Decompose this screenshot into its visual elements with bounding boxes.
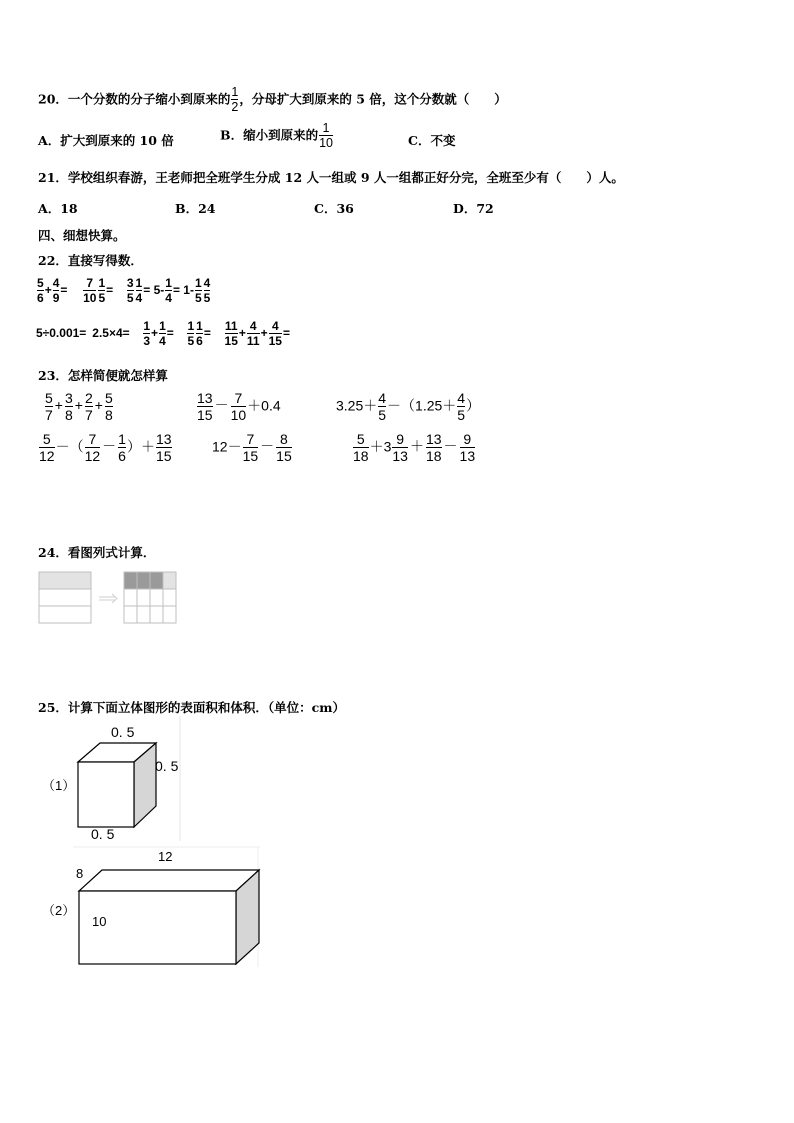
num: 9: [463, 431, 472, 447]
q23-expr-1: $\frac{5}{7}$ + $\frac{3}{8}$ + $\frac{2}{7}$ + $\frac{5}{8}$: [45, 390, 113, 423]
frac: [197, 391, 213, 422]
den: 18: [353, 447, 369, 464]
q20-option-b: [220, 122, 334, 150]
den: 5: [98, 290, 106, 305]
eq: =: [203, 325, 211, 340]
q22-row2: [36, 320, 290, 347]
q23-expr-6: $\frac{5}{18}$ ＋3 $\frac{9}{13}$ ＋ $\frac{13}{18}$ － $\frac{9}{13}$: [353, 431, 476, 464]
den: 7: [45, 406, 53, 423]
frac: [187, 320, 194, 347]
eq: =: [143, 282, 151, 297]
cube-top-label: 0. 5: [111, 724, 135, 740]
frac: [85, 432, 101, 463]
frac: [98, 277, 105, 304]
open: －（: [55, 438, 84, 455]
den: 15: [155, 447, 172, 464]
q24-title: 24．看图列式计算．: [38, 545, 156, 560]
num: 7: [246, 431, 255, 447]
frac: [105, 391, 113, 422]
cube-front-face: [78, 762, 134, 827]
num: 4: [203, 276, 211, 290]
frac: [39, 432, 55, 463]
den: 5: [378, 406, 387, 423]
num: 8: [280, 431, 288, 447]
frac: [269, 320, 282, 347]
frac: [53, 277, 60, 304]
den: 3: [143, 333, 151, 348]
pre: 5-: [153, 282, 165, 297]
den: 5: [187, 333, 195, 348]
q20-text-b: ，分母扩大到原来的 5 倍，这个分数就（ ）: [239, 91, 507, 107]
num: 4: [378, 390, 387, 406]
q21-option-b: B．24: [175, 201, 216, 216]
den: 4: [135, 290, 143, 305]
frac: [231, 391, 247, 422]
den: 5: [194, 290, 202, 305]
q20-number: 20．: [38, 91, 68, 107]
q20-fraction: [231, 86, 238, 114]
num: 5: [104, 390, 113, 406]
frac: [127, 277, 134, 304]
q24-left-shaded-row: [39, 572, 91, 589]
num: 13: [197, 390, 213, 406]
frac: [243, 432, 259, 463]
den: 15: [276, 447, 292, 464]
op: +: [260, 325, 268, 340]
pre: 3.25＋: [336, 397, 378, 414]
op: +: [238, 325, 246, 340]
den: 6: [118, 447, 126, 464]
close: ）＋: [126, 438, 155, 455]
den: 13: [392, 447, 408, 464]
num: 3: [126, 276, 134, 290]
q20-option-b-fraction: [319, 122, 333, 150]
num: 4: [271, 319, 279, 333]
den: 15: [242, 447, 259, 464]
frac: [378, 391, 386, 422]
q24-right-shaded-cells: [124, 572, 163, 589]
den: 12: [39, 447, 55, 464]
fig2-label: （2）: [42, 903, 76, 918]
arrow-right-icon: [99, 594, 117, 603]
frac: [460, 432, 476, 463]
q23-expr-4: $\frac{5}{12}$ －（ $\frac{7}{12}$ － $\frac{1}{6}$ ）＋ $\frac{13}{15}$: [39, 431, 172, 464]
den: 15: [224, 333, 238, 348]
q21-number: 21．: [38, 170, 68, 185]
frac: [136, 277, 143, 304]
q23-expr-3: [336, 391, 480, 422]
den: 15: [197, 406, 213, 423]
num: 1: [98, 276, 106, 290]
num: 4: [52, 276, 60, 290]
frac: [247, 320, 260, 347]
section-heading: 四、细想快算。: [38, 228, 126, 243]
frac: [143, 320, 150, 347]
eq: =: [282, 325, 290, 340]
num: 7: [88, 431, 97, 447]
q21-option-a: A．18: [38, 201, 78, 216]
q23-expr-5: 12－ $\frac{7}{15}$ － $\frac{8}{15}$: [212, 431, 292, 464]
num: 1: [143, 319, 151, 333]
den: 5: [203, 290, 211, 305]
op: +: [151, 325, 159, 340]
q23-expr-2: $\frac{13}{15}$ － $\frac{7}{10}$ ＋0.4: [197, 390, 281, 423]
eq: =: [172, 282, 180, 297]
num: 4: [249, 319, 257, 333]
frac: [83, 277, 96, 304]
num: 2: [84, 390, 93, 406]
num: 7: [234, 390, 243, 406]
den: 12: [84, 447, 101, 464]
frac: [353, 432, 369, 463]
q21-option-d: D．72: [453, 201, 494, 216]
frac: [457, 391, 465, 422]
frac: [85, 391, 93, 422]
q21-text: 学校组织春游，王老师把全班学生分成 12 人一组或 9 人一组都正好分完，全班至少有（ ）人。: [67, 170, 624, 185]
den: 8: [104, 406, 113, 423]
num: 5: [42, 431, 51, 447]
num: 13: [425, 431, 442, 447]
q22-title: 22．直接写得数．: [38, 253, 143, 268]
frac: [204, 277, 211, 304]
frac: [392, 432, 408, 463]
num: 1: [194, 276, 202, 290]
num: 4: [457, 390, 466, 406]
q22-row1: [36, 277, 211, 304]
eq: =: [60, 282, 68, 297]
den: 10: [230, 406, 247, 423]
op: +: [44, 282, 52, 297]
den: 5: [126, 290, 134, 305]
cube-bottom-label: 0. 5: [91, 826, 115, 842]
question-20: [38, 86, 507, 114]
pre: 12－: [212, 438, 242, 455]
num: 1: [165, 276, 172, 290]
frac: [65, 391, 73, 422]
frac-den: 10: [319, 136, 333, 151]
q20-text-a: 一个分数的分子缩小到原来的: [67, 91, 231, 107]
frac: [45, 391, 53, 422]
frac: [165, 277, 172, 304]
end: ）: [466, 397, 481, 414]
frac-num: 1: [231, 85, 239, 99]
den: 8: [64, 406, 73, 423]
cube-right-label: 0. 5: [155, 758, 179, 774]
num: 5: [356, 431, 365, 447]
num: 5: [37, 276, 44, 290]
num: 1: [196, 319, 203, 333]
den: 5: [457, 406, 466, 423]
den: 9: [52, 290, 60, 305]
frac: [195, 277, 202, 304]
den: 4: [159, 333, 166, 348]
num: 5: [45, 390, 53, 406]
cuboid-front-label: 10: [92, 914, 107, 929]
num: 13: [155, 431, 172, 447]
frac: [37, 277, 44, 304]
frac: [118, 432, 126, 463]
num: 1: [187, 319, 195, 333]
q20-option-a: A．扩大到原来的 10 倍: [38, 133, 174, 148]
num: 11: [224, 319, 238, 333]
num: 1: [159, 319, 166, 333]
num: 1: [135, 276, 143, 290]
frac: [225, 320, 238, 347]
q21-option-c: C．36: [314, 201, 354, 216]
q20-option-c: C．不变: [408, 133, 456, 148]
cuboid-left-label: 8: [76, 866, 84, 881]
calc-text: 5÷0.001=: [36, 325, 87, 340]
cuboid-top-face: [79, 870, 259, 891]
question-21: [38, 168, 624, 186]
frac: [426, 432, 442, 463]
num: 7: [86, 276, 94, 290]
q24-right-light-cell: [163, 572, 176, 589]
q24-figure: [38, 571, 178, 625]
q20-option-b-text: B．缩小到原来的: [220, 127, 319, 143]
frac: [159, 320, 166, 347]
num: 9: [396, 431, 405, 447]
frac-den: 2: [231, 100, 239, 115]
frac: [196, 320, 203, 347]
tail: ＋0.4: [247, 397, 281, 414]
cuboid-top-label: 12: [158, 849, 173, 864]
frac-num: 1: [322, 121, 330, 135]
q25-title: 25．计算下面立体图形的表面积和体积．（单位：cm）: [38, 700, 345, 715]
fig1-label: （1）: [42, 778, 76, 793]
calc-text: 2.5×4=: [92, 325, 130, 340]
den: 15: [268, 333, 282, 348]
den: 4: [165, 290, 172, 305]
den: 13: [459, 447, 476, 464]
q23-title: 23．怎样简便就怎样算: [38, 368, 168, 383]
den: 6: [196, 333, 203, 348]
pre: 1-: [183, 282, 194, 297]
den: 6: [37, 290, 44, 305]
num: 1: [118, 431, 126, 447]
den: 11: [246, 333, 260, 348]
den: 10: [83, 290, 97, 305]
mid: －（1.25＋: [387, 397, 457, 414]
frac: [156, 432, 172, 463]
den: 7: [84, 406, 93, 423]
eq: =: [106, 282, 114, 297]
den: 18: [425, 447, 442, 464]
frac: [276, 432, 292, 463]
eq: =: [166, 325, 174, 340]
num: 3: [64, 390, 73, 406]
mid: ＋3: [369, 438, 392, 455]
